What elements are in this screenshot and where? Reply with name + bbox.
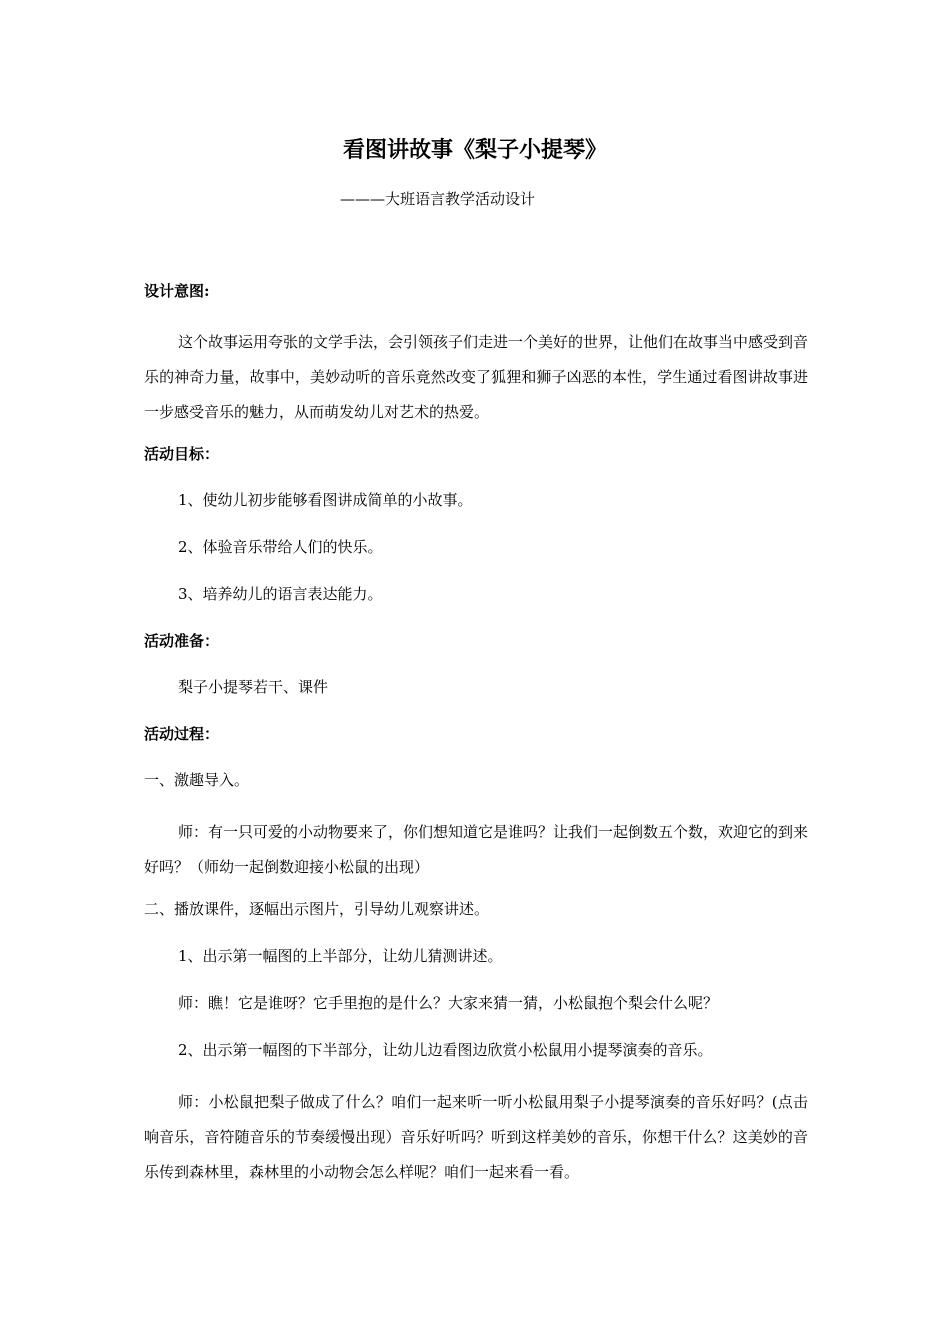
section-heading-prep: 活动准备： [144,632,220,650]
step2-item2: 2、出示第一幅图的下半部分，让幼儿边看图边欣赏小松鼠用小提琴演奏的音乐。 [178,1041,713,1059]
step2-title: 二、播放课件，逐幅出示图片，引导幼儿观察讲述。 [144,900,490,918]
intent-paragraph: 这个故事运用夸张的文学手法，会引领孩子们走进一个美好的世界，让他们在故事当中感受到音乐的神奇力量，故事中，美妙动听的音乐竟然改变了狐狸和狮子凶恶的本性，学生通过看图讲故事进一步感受音乐的魅力，从而萌发幼儿对艺术的热爱。 [144,333,809,421]
section-heading-process: 活动过程： [144,725,220,743]
step2-item1: 1、出示第一幅图的上半部分，让幼儿猜测讲述。 [178,947,503,965]
step2-item1-text: 师：瞧！它是谁呀？它手里抱的是什么？大家来猜一猜，小松鼠抱个梨会什么呢？ [178,994,719,1012]
section-heading-goals: 活动目标： [144,445,220,463]
prep-text: 梨子小提琴若干、课件 [178,678,329,696]
goal-item: 3、培养幼儿的语言表达能力。 [178,585,383,603]
goal-item: 1、使幼儿初步能够看图讲成简单的小故事。 [178,491,473,509]
goal-item: 2、体验音乐带给人们的快乐。 [178,538,383,556]
step1-title: 一、激趣导入。 [144,771,250,789]
section-heading-intent: 设计意图: [144,282,210,300]
document-subtitle: ———大班语言教学活动设计 [340,190,536,208]
step2-item2-paragraph: 师：小松鼠把梨子做成了什么？咱们一起来听一听小松鼠用梨子小提琴演奏的音乐好吗？(点击响音乐，音符随音乐的节奏缓慢出现）音乐好听吗？听到这样美妙的音乐，你想干什么？这美妙的音乐传到森林里，森林里的小动物会怎么样呢？咱们一起来看一看。 [144,1093,808,1181]
document-body [144,279,808,1202]
document-title: 看图讲故事《梨子小提琴》 [342,137,607,163]
step1-paragraph: 师：有一只可爱的小动物要来了，你们想知道它是谁吗？让我们一起倒数五个数，欢迎它的到来好吗？（师幼一起倒数迎接小松鼠的出现） [144,823,809,876]
